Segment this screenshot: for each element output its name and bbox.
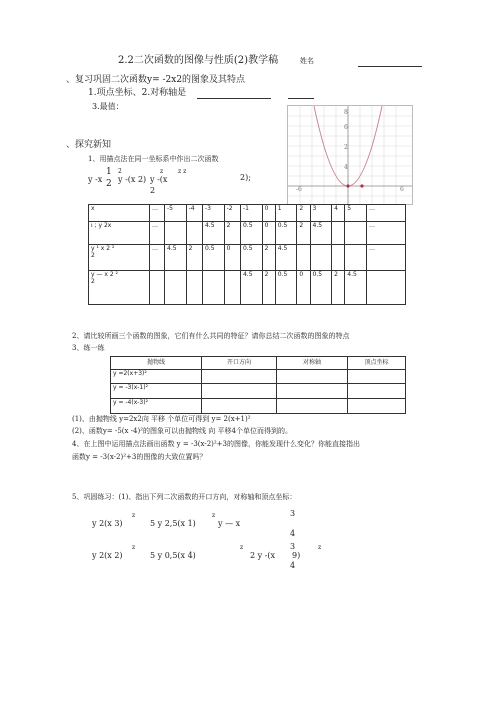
function-a-frac-bot: 2: [106, 179, 112, 189]
y-tick-label: 2: [344, 144, 348, 151]
table-row: [111, 370, 406, 384]
table-cell: 0: [224, 245, 240, 271]
table-cell: [332, 222, 345, 245]
table-row: [89, 205, 406, 222]
exercise-2a: y 2(x 2): [92, 551, 123, 560]
table-cell: x: [89, 205, 150, 222]
table-cell: 0.5: [310, 271, 332, 305]
table-row: [89, 245, 406, 271]
table-cell: [310, 245, 332, 271]
table-cell: -3: [202, 205, 224, 222]
table-cell: y — x 2 ² 2: [89, 271, 150, 305]
table-cell: [277, 384, 348, 399]
table-cell: y = -4(x-3)²: [111, 399, 202, 414]
y-tick-label: 4: [344, 164, 348, 171]
exercise-1a: y 2(x 3): [92, 519, 123, 528]
table-cell: 5: [345, 205, 367, 222]
exercise-2b: 5 y 0,5(x 4): [150, 551, 196, 560]
function-b-sup: z: [160, 168, 164, 175]
exercise-sup: z: [132, 512, 136, 519]
exercise-1b: 5 y 2,5(x 1): [150, 519, 196, 528]
table-cell: [202, 370, 277, 384]
question-4-line-1: 4、在上图中运用描点法画出函数 y = -3(x-2)²+3的图像，你能发现什么变化？你能直接指出: [72, 440, 360, 448]
function-c: y -(x: [150, 175, 168, 184]
table-cell: -4: [186, 205, 202, 222]
function-a: y -x: [88, 175, 103, 184]
table-cell: 2: [224, 222, 240, 245]
exercise-sup: z: [212, 512, 216, 519]
x-tick-label: -6: [296, 186, 302, 193]
vertex-point: [346, 184, 349, 187]
table-cell: [165, 222, 187, 245]
question-2: 2、请比较所画三个函数的图象，它们有什么共同的特征？请你总结二次函数的图象的特点: [72, 332, 350, 340]
parabola-graph: [288, 106, 412, 204]
table-cell: 1: [275, 205, 297, 222]
name-blank: [358, 66, 422, 67]
table-cell: 0: [297, 271, 310, 305]
table-cell: [202, 384, 277, 399]
table-cell: 3: [310, 205, 332, 222]
question-3-1: (1)、由抛物线 y=2x2向 平移 个单位可得到 y= 2(x+1)²: [72, 415, 251, 423]
table-cell: y = -3(x-1)²: [111, 384, 202, 399]
table-cell: [202, 399, 277, 414]
question-4-line-2: 函数y = -3(x-2)²+3的图像的大致位置吗？: [72, 453, 207, 461]
function-a-frac-top: 1: [106, 167, 112, 177]
table-cell: 2: [186, 245, 202, 271]
x-tick-label: 6: [400, 186, 404, 193]
table-cell: 0: [262, 222, 275, 245]
table-row: [111, 399, 406, 414]
table-header: 顶点坐标: [348, 357, 406, 370]
table-cell: 2: [262, 271, 275, 305]
exercise-sup: z: [318, 544, 322, 551]
function-a-sup: 2: [118, 168, 122, 175]
table-cell: [277, 370, 348, 384]
page-title: 2.2二次函数的图像与性质(2)教学稿: [118, 55, 279, 66]
table-cell: 0.5: [275, 222, 297, 245]
table-cell: 0.5: [275, 271, 297, 305]
table-cell: [224, 271, 240, 305]
table-cell: -2: [224, 205, 240, 222]
table-row: [111, 384, 406, 399]
exercise-1c: y — x: [218, 519, 241, 528]
exercise-sup: z: [240, 544, 244, 551]
y-tick-label: 8: [344, 109, 348, 116]
question-3: 3、练一练: [72, 344, 105, 352]
table-cell: y ¹ x 2 ² 2: [89, 245, 150, 271]
values-table: [88, 204, 406, 305]
review-item-3: 3.最值：: [92, 102, 124, 111]
table-cell: [345, 222, 367, 245]
practice-table: [110, 356, 406, 414]
table-cell: [277, 399, 348, 414]
table-cell: [348, 399, 406, 414]
exercise-sup: z: [132, 544, 136, 551]
table-cell: 0.5: [240, 222, 262, 245]
table-cell: 4.5: [345, 271, 367, 305]
exercise-2f: 4: [290, 561, 296, 570]
table-cell: …: [367, 222, 406, 245]
exercise-1e: 4: [290, 529, 296, 538]
table-cell: 0.5: [240, 245, 262, 271]
exercise-2d: 3: [290, 542, 296, 551]
table-row: [89, 222, 406, 245]
function-c-sup: z z: [178, 168, 187, 175]
table-cell: 4.5: [165, 245, 187, 271]
table-cell: -1: [240, 205, 262, 222]
name-label: 姓名: [300, 57, 314, 65]
question-5: 5、巩固练习：(1)、指出下列二次函数的开口方向，对称轴和顶点坐标：: [72, 493, 297, 501]
table-cell: 4.5: [240, 271, 262, 305]
table-cell: [186, 222, 202, 245]
table-cell: 4: [332, 205, 345, 222]
table-cell: [345, 245, 367, 271]
table-cell: [297, 245, 310, 271]
exercise-2e: 9): [292, 551, 301, 560]
table-row: [111, 357, 406, 370]
answer-blank-extra: [288, 98, 314, 99]
table-cell: [186, 271, 202, 305]
table-cell: 0.5: [202, 245, 224, 271]
table-cell: [348, 384, 406, 399]
table-cell: [165, 271, 187, 305]
exercise-1d: 3: [290, 509, 296, 518]
table-cell: ı ; y 2x: [89, 222, 150, 245]
review-item-1: 1.项点坐标、2.对称轴是: [88, 88, 187, 98]
table-cell: [332, 245, 345, 271]
table-cell: 2: [262, 245, 275, 271]
table-cell: 2: [297, 205, 310, 222]
table-cell: 2: [297, 222, 310, 245]
exercise-2c: 2 y -(x: [250, 551, 276, 560]
table-cell: [202, 271, 224, 305]
task-1-text: 1、用描点法在同一坐标系中作出二次函数: [88, 155, 219, 163]
function-b: y -(x 2): [118, 175, 147, 184]
table-header: 对称轴: [277, 357, 348, 370]
review-heading: 、复习巩固二次函数y= -2x2的图象及其特点: [66, 75, 246, 85]
explore-heading: 、探究新知: [66, 140, 112, 150]
table-header: 开口方向: [202, 357, 277, 370]
table-cell: [367, 271, 406, 305]
table-cell: 4.5: [310, 222, 332, 245]
table-header: 抛物线: [111, 357, 202, 370]
table-cell: -5: [165, 205, 187, 222]
table-cell: …: [367, 245, 406, 271]
table-cell: [348, 370, 406, 384]
table-cell: …: [150, 205, 165, 222]
answer-blank-axis: [197, 98, 271, 99]
axis-point: [360, 184, 363, 187]
table-cell: …: [150, 222, 165, 245]
table-cell: 0: [262, 205, 275, 222]
table-cell: …: [367, 205, 406, 222]
table-cell: …: [150, 245, 165, 271]
table-cell: 4.5: [275, 245, 297, 271]
y-tick-label: 6: [344, 124, 348, 131]
table-row: [89, 271, 406, 305]
table-cell: y =2(x+3)²: [111, 370, 202, 384]
question-3-2: (2)、函数y= -5(x -4)²的图象可以由抛物线 向 平移4个单位而得到的。: [72, 427, 292, 435]
table-cell: 4.5: [202, 222, 224, 245]
table-cell: 2: [332, 271, 345, 305]
function-end: 2);: [240, 173, 251, 182]
function-c-frac-bot: 2: [150, 186, 156, 195]
table-cell: [150, 271, 165, 305]
coordinate-grid: [287, 105, 413, 205]
